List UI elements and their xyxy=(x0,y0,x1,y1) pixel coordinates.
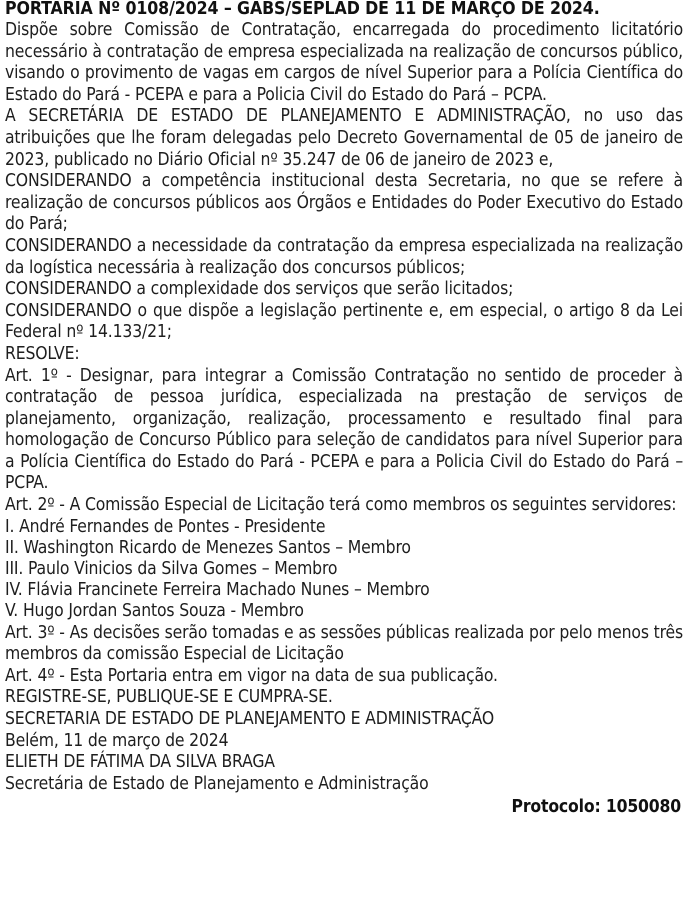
member-item: II. Washington Ricardo de Menezes Santos – Membro xyxy=(5,537,411,558)
member-item: IV. Flávia Francinete Ferreira Machado Nunes – Membro xyxy=(5,580,430,601)
document-title: PORTARIA Nº 0108/2024 – GABS/SEPLAD DE 11 DE MARÇO DE 2024. xyxy=(5,0,600,19)
considerando-1: CONSIDERANDO a competência institucional desta Secretaria, no que se refere à realização de concursos públicos aos Órgãos e Entidades do Poder Executivo do Estado do Pará; xyxy=(5,171,683,235)
closing-formula: REGISTRE-SE, PUBLIQUE-SE E CUMPRA-SE. xyxy=(5,687,333,708)
article-4: Art. 4º - Esta Portaria entra em vigor na data de sua publicação. xyxy=(5,665,498,686)
members-list xyxy=(5,517,683,623)
signatory-role: Secretária de Estado de Planejamento e Administração xyxy=(5,773,429,794)
considerando-4: CONSIDERANDO o que dispõe a legislação pertinente e, em especial, o artigo 8 da Lei Federal nº 14.133/21; xyxy=(5,300,683,343)
signatory-name: ELIETH DE FÁTIMA DA SILVA BRAGA xyxy=(5,752,275,773)
considerando-3: CONSIDERANDO a complexidade dos serviços que serão licitados; xyxy=(5,279,514,300)
considerandos-section xyxy=(5,171,683,344)
preamble-paragraph: A SECRETÁRIA DE ESTADO DE PLANEJAMENTO E ADMINISTRAÇÃO, no uso das atribuições que lhe foram delegadas pelo Decreto Governamental de 05 de janeiro de 2023, publicado no Diário Oficial nº 35.247 de 06 de janeiro de 2023 e, xyxy=(5,106,683,170)
article-1: Art. 1º - Designar, para integrar a Comissão Contratação no sentido de proceder à contratação de pessoa jurídica, especializada na prestação de serviços de planejamento, organização, realização, processamento e resultado final para homologação de Concurso Público para seleção de candidatos para nível Superior para a Polícia Científica do Estado do Pará - PCEPA e para a Policia Civil do Estado do Pará – PCPA. xyxy=(5,365,683,494)
ementa-paragraph: Dispõe sobre Comissão de Contratação, encarregada do procedimento licitatório necessário à contratação de empresa especializada na realização de concursos público, visando o provimento de vagas em cargos de nível Superior para a Polícia Científica do Estado do Pará - PCEPA e para a Policia Civil do Estado do Pará – PCPA. xyxy=(5,20,683,105)
considerando-2: CONSIDERANDO a necessidade da contratação da empresa especializada na realização da logística necessária à realização dos concursos públicos; xyxy=(5,235,683,278)
article-2: Art. 2º - A Comissão Especial de Licitação terá como membros os seguintes servidores: xyxy=(5,495,677,516)
protocol-number: Protocolo: 1050080 xyxy=(511,797,681,818)
official-document xyxy=(5,0,683,819)
member-item: I. André Fernandes de Pontes - Presidente xyxy=(5,516,326,537)
resolve-heading: RESOLVE: xyxy=(5,343,80,364)
issuing-agency: SECRETARIA DE ESTADO DE PLANEJAMENTO E ADMINISTRAÇÃO xyxy=(5,709,495,730)
place-date: Belém, 11 de março de 2024 xyxy=(5,730,229,751)
article-3: Art. 3º - As decisões serão tomadas e as sessões públicas realizada por pelo menos três membros da comissão Especial de Licitação xyxy=(5,622,683,665)
member-item: III. Paulo Vinicios da Silva Gomes – Membro xyxy=(5,559,338,580)
member-item: V. Hugo Jordan Santos Souza - Membro xyxy=(5,601,304,622)
